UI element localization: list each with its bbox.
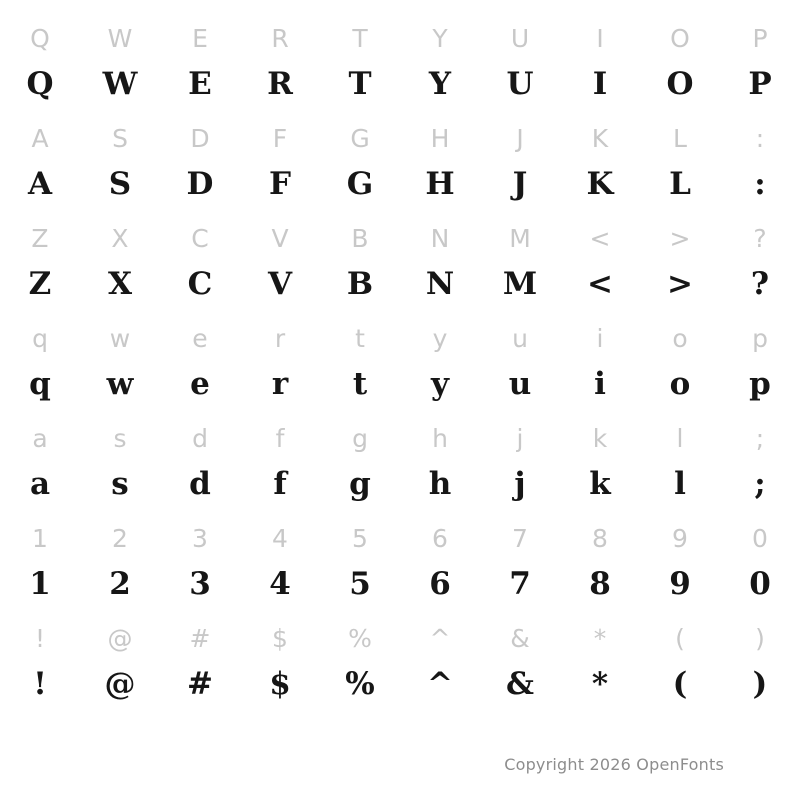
glyph-cell: j	[514, 466, 526, 502]
glyph-cell: #	[187, 666, 213, 702]
glyph-cell: *	[591, 666, 609, 702]
glyph-cell: 0	[752, 524, 768, 553]
glyph-cell: M	[509, 224, 531, 253]
glyph-cell: T	[352, 24, 368, 53]
glyph-cell: V	[267, 266, 293, 302]
glyph-cell: l	[674, 466, 686, 502]
glyph-row-reference	[0, 504, 800, 553]
glyph-cell: a	[32, 424, 48, 453]
glyph-cell: i	[596, 324, 604, 353]
glyph-cell: g	[349, 466, 371, 502]
glyph-cell: 8	[592, 524, 608, 553]
glyph-cell: d	[189, 466, 211, 502]
copyright-notice: Copyright 2026 OpenFonts	[504, 755, 724, 774]
glyph-cell: K	[591, 124, 609, 153]
glyph-cell: q	[29, 366, 51, 402]
glyph-cell: >	[669, 224, 691, 253]
glyph-cell: a	[29, 466, 51, 502]
glyph-cell: s	[111, 466, 129, 502]
glyph-cell: ^	[427, 666, 453, 702]
glyph-cell: p	[749, 366, 771, 402]
glyph-cell: k	[592, 424, 608, 453]
glyph-cell: X	[111, 224, 129, 253]
glyph-cell: t	[352, 366, 368, 402]
glyph-cell: :	[754, 166, 766, 202]
glyph-cell: G	[346, 166, 374, 202]
glyph-cell: 9	[672, 524, 688, 553]
glyph-cell: q	[32, 324, 48, 353]
glyph-cell: X	[107, 266, 133, 302]
glyph-cell: e	[190, 366, 210, 402]
glyph-cell: l	[676, 424, 684, 453]
glyph-cell: o	[669, 366, 691, 402]
glyph-row-specimen	[0, 353, 800, 404]
glyph-cell: S	[108, 166, 132, 202]
glyph-cell: 6	[432, 524, 448, 553]
glyph-cell: h	[428, 466, 452, 502]
glyph-cell: F	[272, 124, 288, 153]
glyph-cell: Z	[31, 224, 49, 253]
glyph-cell: o	[672, 324, 688, 353]
glyph-cell: 4	[272, 524, 288, 553]
glyph-cell: H	[425, 166, 455, 202]
glyph-cell: B	[346, 266, 374, 302]
glyph-cell: 6	[429, 566, 451, 602]
glyph-cell: 4	[269, 566, 291, 602]
glyph-cell: *	[593, 624, 607, 653]
glyph-cell: H	[430, 124, 450, 153]
glyph-cell: 1	[29, 566, 51, 602]
glyph-cell: I	[592, 66, 608, 102]
glyph-cell: Q	[26, 66, 54, 102]
glyph-cell: $	[272, 624, 288, 653]
glyph-cell: y	[430, 366, 449, 402]
glyph-cell: r	[274, 324, 286, 353]
glyph-cell: R	[271, 24, 289, 53]
glyph-cell: 7	[512, 524, 528, 553]
glyph-cell: @	[104, 666, 136, 702]
glyph-cell: 3	[189, 566, 211, 602]
glyph-cell: J	[516, 124, 524, 153]
glyph-cell: P	[748, 66, 772, 102]
glyph-cell: 5	[352, 524, 368, 553]
glyph-cell: :	[755, 124, 765, 153]
glyph-row-reference	[0, 304, 800, 353]
glyph-cell: r	[271, 366, 289, 402]
glyph-cell: &	[506, 666, 534, 702]
glyph-cell: 0	[749, 566, 771, 602]
glyph-cell: L	[669, 166, 691, 202]
glyph-row-reference	[0, 104, 800, 153]
glyph-cell: t	[355, 324, 365, 353]
glyph-cell: ^	[429, 624, 451, 653]
glyph-row-specimen	[0, 253, 800, 304]
glyph-cell: E	[188, 66, 212, 102]
glyph-cell: y	[432, 324, 448, 353]
glyph-cell: )	[755, 624, 765, 653]
glyph-cell: B	[351, 224, 369, 253]
glyph-cell: U	[506, 66, 534, 102]
glyph-cell: p	[752, 324, 768, 353]
glyph-cell: <	[589, 224, 611, 253]
glyph-cell: 3	[192, 524, 208, 553]
glyph-cell: u	[508, 366, 532, 402]
glyph-cell: d	[192, 424, 208, 453]
glyph-row-reference	[0, 604, 800, 653]
glyph-cell: ?	[753, 224, 767, 253]
glyph-row-reference	[0, 404, 800, 453]
glyph-cell: F	[268, 166, 291, 202]
glyph-cell: #	[189, 624, 211, 653]
glyph-cell: k	[589, 466, 611, 502]
glyph-cell: U	[510, 24, 530, 53]
glyph-cell: A	[31, 124, 49, 153]
glyph-cell: g	[352, 424, 368, 453]
glyph-cell: M	[502, 266, 538, 302]
glyph-cell: K	[586, 166, 614, 202]
glyph-cell: D	[190, 124, 210, 153]
glyph-cell: 8	[589, 566, 611, 602]
glyph-cell: A	[27, 166, 53, 202]
glyph-row-specimen	[0, 453, 800, 504]
glyph-cell: u	[512, 324, 528, 353]
glyph-cell: &	[510, 624, 530, 653]
glyph-cell: w	[106, 366, 134, 402]
glyph-cell: h	[432, 424, 448, 453]
glyph-cell: Z	[28, 266, 52, 302]
glyph-cell: Q	[30, 24, 50, 53]
glyph-cell: $	[269, 666, 291, 702]
glyph-cell: D	[186, 166, 214, 202]
glyph-cell: (	[672, 666, 688, 702]
glyph-cell: N	[425, 266, 455, 302]
glyph-cell: 1	[32, 524, 48, 553]
glyph-cell: (	[675, 624, 685, 653]
glyph-cell: f	[273, 466, 287, 502]
glyph-cell: s	[113, 424, 127, 453]
glyph-cell: W	[107, 24, 133, 53]
glyph-cell: ?	[750, 266, 770, 302]
glyph-cell: j	[516, 424, 524, 453]
glyph-cell: O	[670, 24, 690, 53]
glyph-row-reference	[0, 4, 800, 53]
glyph-cell: !	[33, 666, 47, 702]
glyph-row-specimen	[0, 653, 800, 704]
glyph-cell: %	[345, 666, 375, 702]
glyph-cell: <	[587, 266, 613, 302]
glyph-cell: C	[191, 224, 209, 253]
glyph-cell: @	[107, 624, 133, 653]
glyph-cell: 2	[109, 566, 131, 602]
glyph-cell: %	[348, 624, 372, 653]
glyph-cell: 5	[349, 566, 371, 602]
glyph-cell: L	[673, 124, 687, 153]
glyph-cell: O	[666, 66, 694, 102]
glyph-cell: i	[594, 366, 606, 402]
glyph-cell: 9	[669, 566, 691, 602]
glyph-cell: ;	[755, 424, 765, 453]
glyph-cell: G	[350, 124, 370, 153]
glyph-cell: I	[596, 24, 604, 53]
glyph-cell: W	[102, 66, 138, 102]
glyph-cell: N	[430, 224, 450, 253]
glyph-cell: T	[348, 66, 372, 102]
glyph-cell: V	[271, 224, 289, 253]
glyph-row-specimen	[0, 153, 800, 204]
glyph-row-reference	[0, 204, 800, 253]
glyph-cell: Y	[432, 24, 448, 53]
glyph-cell: !	[34, 624, 46, 653]
glyph-cell: P	[752, 24, 768, 53]
glyph-cell: >	[667, 266, 693, 302]
glyph-cell: C	[187, 266, 213, 302]
glyph-cell: Y	[428, 66, 452, 102]
glyph-cell: 7	[509, 566, 531, 602]
glyph-cell: S	[112, 124, 128, 153]
glyph-cell: ;	[754, 466, 766, 502]
glyph-cell: 2	[112, 524, 128, 553]
glyph-row-specimen	[0, 553, 800, 604]
glyph-row-specimen	[0, 53, 800, 104]
glyph-cell: R	[267, 66, 293, 102]
glyph-cell: J	[512, 166, 528, 202]
glyph-cell: w	[109, 324, 131, 353]
glyph-cell: )	[752, 666, 768, 702]
glyph-cell: E	[192, 24, 208, 53]
glyph-cell: e	[192, 324, 208, 353]
glyph-cell: f	[275, 424, 285, 453]
